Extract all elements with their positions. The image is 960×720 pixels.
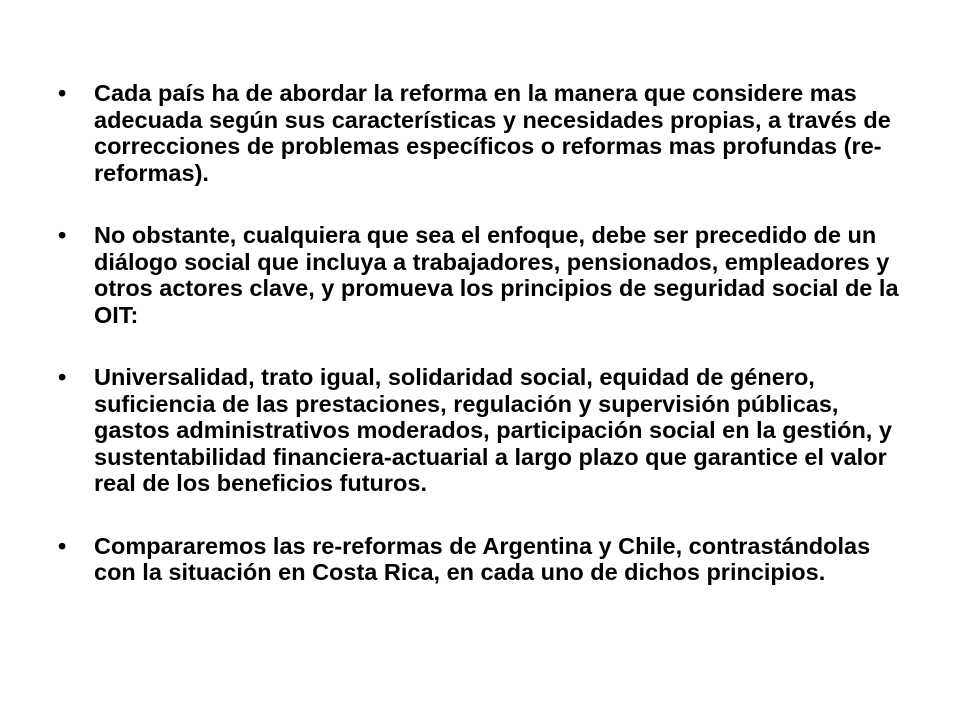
- bullet-item-comparison: [58, 533, 918, 586]
- bullet-item-social-dialogue: [58, 222, 918, 328]
- bullet-text: Cada país ha de abordar la reforma en la manera que considere mas adecuada según sus características y necesidades propias, a través de correcciones de problemas específicos o reformas mas profundas (re-reformas).: [94, 80, 891, 186]
- bullet-dot-icon: •: [58, 80, 67, 106]
- bullet-text: No obstante, cualquiera que sea el enfoque, debe ser precedido de un diálogo social que incluya a trabajadores, pensionados, empleadores y otros actores clave, y promueva los principios de seguridad social de la OIT:: [94, 222, 899, 328]
- bullet-dot-icon: •: [58, 364, 67, 390]
- bullet-item-reform-approach: [58, 80, 918, 186]
- bullet-list: [58, 80, 918, 622]
- bullet-dot-icon: •: [58, 222, 67, 248]
- bullet-text: Universalidad, trato igual, solidaridad social, equidad de género, suficiencia de las prestaciones, regulación y supervisión públicas, gastos administrativos moderados, participación social en la gestión, y sustentabilidad financiera-actuarial a largo plazo que garantice el valor real de los beneficios futuros.: [94, 364, 892, 496]
- bullet-text: Compararemos las re-reformas de Argentina y Chile, contrastándolas con la situación en Costa Rica, en cada uno de dichos principios.: [94, 532, 871, 585]
- bullet-dot-icon: •: [58, 532, 67, 559]
- bullet-item-principles: [58, 364, 918, 497]
